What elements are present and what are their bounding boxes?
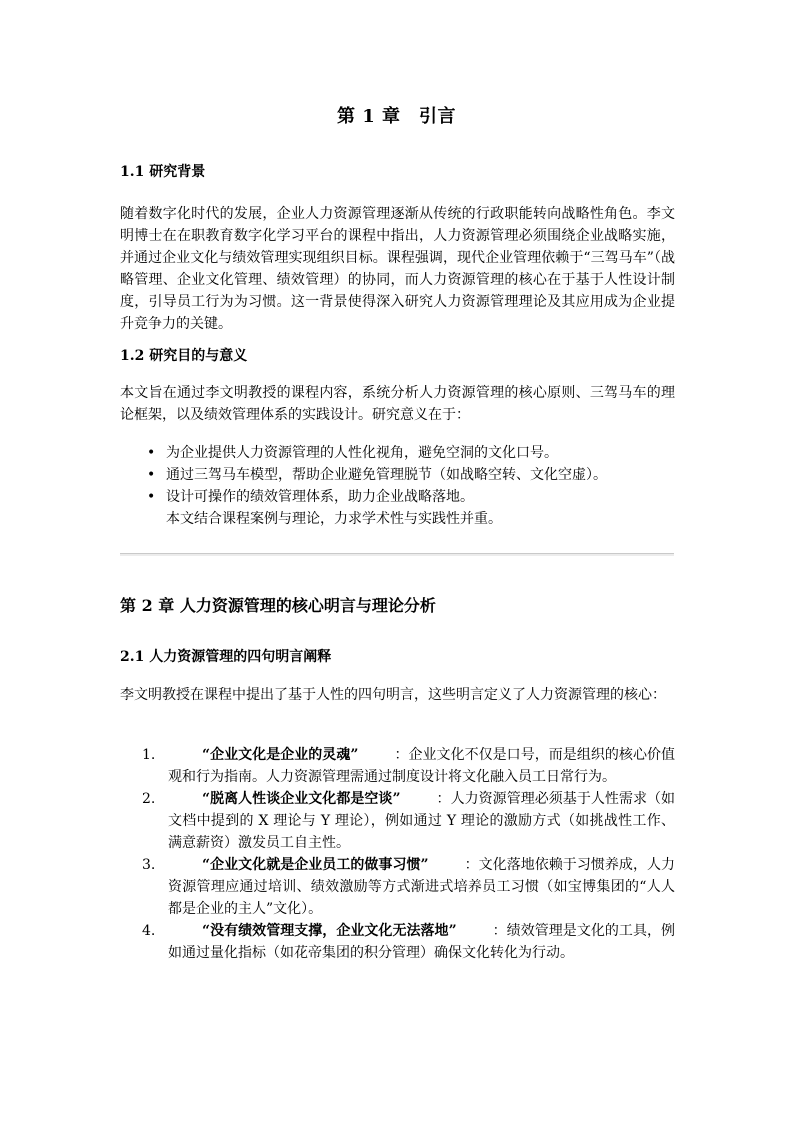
list-item-text: ：人力资源管理必须基于人性需求（如文档中提到的 X 理论与 Y 理论），例如通过 Y 理论的激励方式（如挑战性工作、满意薪资）激发员工自主性。: [168, 791, 676, 851]
section-1-2-heading: 1.2 研究目的与意义: [120, 348, 248, 364]
section-1-1-heading: 1.1 研究背景: [120, 164, 206, 180]
section-1-2-bullet-list: [120, 442, 680, 530]
bullet-icon: •: [147, 467, 156, 483]
list-item-quote: “没有绩效管理支撑，企业文化无法落地”: [202, 923, 457, 939]
list-item-quote: “企业文化就是企业员工的做事习惯”: [202, 857, 429, 873]
list-item-quote: “企业文化是企业的灵魂”: [202, 747, 359, 763]
list-item-number: 1.: [142, 747, 156, 763]
chapter-1-title: 第 1 章 引言: [336, 106, 457, 127]
section-1-2-paragraph: 本文旨在通过李文明教授的课程内容，系统分析人力资源管理的核心原则、三驾马车的理论框架，以及绩效管理体系的实践设计。研究意义在于：: [120, 385, 675, 423]
list-item: [120, 744, 675, 788]
list-item: [120, 464, 680, 486]
list-item-number: 4.: [142, 923, 156, 939]
list-item: [120, 486, 680, 508]
section-2-1-heading: 2.1 人力资源管理的四句明言阐释: [120, 649, 332, 665]
horizontal-divider: [120, 553, 674, 556]
bullet-icon: •: [147, 445, 156, 461]
list-item: [120, 920, 675, 964]
list-item-text: ：文化落地依赖于习惯养成，人力资源管理应通过培训、绩效激励等方式渐进式培养员工习惯（如宝博集团的“人人都是企业的主人”文化）。: [168, 857, 676, 917]
list-item: [120, 854, 675, 920]
list-item-text: 设计可操作的绩效管理体系，助力企业战略落地。: [166, 489, 474, 505]
section-2-1-numbered-list: [120, 744, 675, 964]
list-item: [120, 442, 680, 464]
list-item-text: ：企业文化不仅是口号，而是组织的核心价值观和行为指南。人力资源管理需通过制度设计将文化融入员工日常行为。: [168, 747, 675, 785]
list-note: [120, 508, 680, 530]
bullet-icon: •: [147, 489, 156, 505]
list-item-text: 通过三驾马车模型，帮助企业避免管理脱节（如战略空转、文化空虚）。: [166, 467, 607, 483]
list-item: [120, 788, 675, 854]
list-item-number: 2.: [142, 791, 156, 807]
list-item-text: 为企业提供人力资源管理的人性化视角，避免空洞的文化口号。: [166, 445, 558, 461]
list-item-quote: “脱离人性谈企业文化都是空谈”: [202, 791, 401, 807]
list-item-number: 3.: [142, 857, 156, 873]
list-item-text: ：绩效管理是文化的工具，例如通过量化指标（如花帝集团的积分管理）确保文化转化为行动。: [168, 923, 675, 961]
list-note-text: 本文结合课程案例与理论，力求学术性与实践性并重。: [166, 511, 502, 527]
section-2-1-intro: 李文明教授在课程中提出了基于人性的四句明言，这些明言定义了人力资源管理的核心：: [120, 687, 666, 703]
section-1-1-paragraph: 随着数字化时代的发展，企业人力资源管理逐渐从传统的行政职能转向战略性角色。李文明博士在在职教育数字化学习平台的课程中指出，人力资源管理必须围绕企业战略实施，并通过企业文化与绩效管理实现组织目标。课程强调，现代企业管理依赖于“三驾马车”（战略管理、企业文化管理、绩效管理）的协同，而人力资源管理的核心在于基于人性设计制度，引导员工行为为习惯。这一背景使得深入研究人力资源管理理论及其应用成为企业提升竞争力的关键。: [120, 206, 675, 332]
chapter-2-title: 第 2 章 人力资源管理的核心明言与理论分析: [120, 596, 436, 615]
